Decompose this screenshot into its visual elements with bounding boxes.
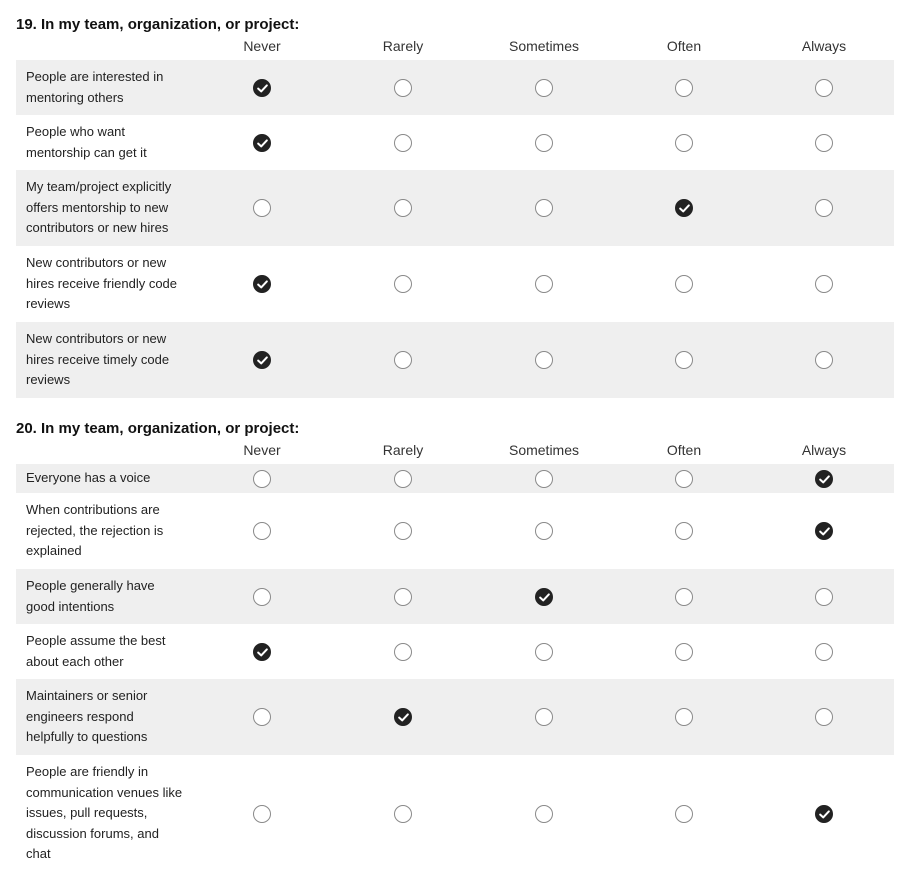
question-row (16, 624, 894, 679)
radio-sometimes[interactable] (535, 805, 553, 823)
row-label-line: New contributors or new (26, 255, 167, 270)
row-label (26, 631, 196, 672)
radio-sometimes[interactable] (535, 351, 553, 369)
radio-never[interactable] (253, 708, 271, 726)
row-label (26, 67, 196, 108)
row-label-line: New contributors or new (26, 331, 167, 346)
radio-never[interactable] (253, 805, 271, 823)
column-header-often: Often (666, 442, 702, 458)
row-label-line: explained (26, 543, 82, 558)
radio-often[interactable] (675, 708, 693, 726)
radio-often[interactable] (675, 134, 693, 152)
radio-always[interactable] (815, 351, 833, 369)
radio-sometimes[interactable] (535, 708, 553, 726)
radio-never[interactable] (253, 522, 271, 540)
row-label-line: communication venues like (26, 784, 183, 800)
radio-always-selected[interactable] (815, 522, 833, 540)
row-label-line: reviews (26, 372, 71, 387)
column-header-sometimes: Sometimes (508, 442, 580, 458)
radio-never-selected[interactable] (253, 275, 271, 293)
radio-often[interactable] (675, 351, 693, 369)
row-label-line: hires receive friendly code (26, 275, 178, 291)
radio-always[interactable] (815, 79, 833, 97)
radio-never[interactable] (253, 199, 271, 217)
row-label-line: discussion forums, and (26, 825, 159, 841)
radio-always[interactable] (815, 275, 833, 293)
radio-never-selected[interactable] (253, 79, 271, 97)
radio-always[interactable] (815, 588, 833, 606)
checkmark-icon (257, 280, 268, 289)
radio-never-selected[interactable] (253, 134, 271, 152)
question-20 (16, 418, 894, 872)
radio-never[interactable] (253, 588, 271, 606)
radio-rarely[interactable] (394, 199, 412, 217)
radio-often[interactable] (675, 522, 693, 540)
radio-rarely[interactable] (394, 805, 412, 823)
radio-sometimes[interactable] (535, 275, 553, 293)
radio-sometimes-selected[interactable] (535, 588, 553, 606)
row-label (26, 253, 196, 315)
row-label-line: chat (26, 846, 51, 861)
radio-often[interactable] (675, 643, 693, 661)
radio-never-selected[interactable] (253, 643, 271, 661)
row-label-line: People assume the best (26, 633, 166, 648)
column-header-rarely: Rarely (382, 442, 424, 458)
row-label-line: helpfully to questions (26, 729, 148, 744)
radio-always[interactable] (815, 708, 833, 726)
checkmark-icon (398, 713, 409, 722)
column-header-row (16, 440, 894, 464)
radio-rarely[interactable] (394, 79, 412, 97)
radio-always-selected[interactable] (815, 470, 833, 488)
row-label-line: When contributions are (26, 502, 160, 517)
radio-always[interactable] (815, 134, 833, 152)
row-label-line: People are interested in (26, 69, 164, 84)
checkmark-icon (819, 527, 830, 536)
row-label-line: People generally have (26, 578, 155, 593)
radio-rarely[interactable] (394, 275, 412, 293)
radio-often[interactable] (675, 275, 693, 293)
question-row (16, 60, 894, 115)
row-label-line: mentoring others (26, 89, 124, 105)
column-header-rarely: Rarely (382, 38, 424, 54)
radio-never-selected[interactable] (253, 351, 271, 369)
radio-rarely[interactable] (394, 522, 412, 540)
row-label (26, 468, 196, 489)
radio-rarely[interactable] (394, 134, 412, 152)
radio-often-selected[interactable] (675, 199, 693, 217)
row-label (26, 500, 196, 562)
checkmark-icon (257, 356, 268, 365)
row-label-line: issues, pull requests, (26, 805, 148, 820)
row-label (26, 329, 196, 391)
question-row (16, 115, 894, 170)
row-label-line: reviews (26, 296, 71, 311)
radio-sometimes[interactable] (535, 470, 553, 488)
row-label-line: about each other (26, 653, 124, 669)
row-label-line: good intentions (26, 598, 115, 614)
row-label-line: People who want (26, 124, 126, 139)
row-label (26, 122, 196, 163)
column-header-often: Often (666, 38, 702, 54)
radio-sometimes[interactable] (535, 134, 553, 152)
checkmark-icon (819, 810, 830, 819)
radio-often[interactable] (675, 805, 693, 823)
row-label-line: engineers respond (26, 708, 134, 724)
column-header-sometimes: Sometimes (508, 38, 580, 54)
radio-often[interactable] (675, 588, 693, 606)
question-row (16, 246, 894, 322)
row-label-line: My team/project explicitly (26, 179, 172, 194)
question-title: 20. In my team, organization, or project: (16, 420, 300, 437)
row-label-line: Everyone has a voice (26, 470, 151, 485)
question-row (16, 322, 894, 398)
radio-often[interactable] (675, 79, 693, 97)
row-label-line: offers mentorship to new (26, 199, 169, 215)
row-label-line: mentorship can get it (26, 144, 147, 160)
row-label-line: People are friendly in (26, 764, 149, 779)
column-header-never: Never (243, 38, 281, 54)
question-row (16, 170, 894, 246)
question-row (16, 569, 894, 624)
radio-always[interactable] (815, 643, 833, 661)
checkmark-icon (679, 204, 690, 213)
radio-never[interactable] (253, 470, 271, 488)
row-label-line: hires receive timely code (26, 351, 170, 367)
checkmark-icon (257, 648, 268, 657)
radio-sometimes[interactable] (535, 522, 553, 540)
question-19 (16, 14, 894, 398)
question-row (16, 679, 894, 755)
row-label (26, 762, 196, 865)
column-header-row (16, 36, 894, 60)
checkmark-icon (257, 84, 268, 93)
radio-rarely[interactable] (394, 470, 412, 488)
column-header-never: Never (243, 442, 281, 458)
radio-rarely[interactable] (394, 643, 412, 661)
radio-sometimes[interactable] (535, 79, 553, 97)
question-row (16, 464, 894, 493)
checkmark-icon (257, 139, 268, 148)
question-title: 19. In my team, organization, or project: (16, 16, 300, 33)
row-label (26, 686, 196, 748)
row-label-line: Maintainers or senior (26, 688, 148, 703)
radio-sometimes[interactable] (535, 199, 553, 217)
radio-rarely[interactable] (394, 351, 412, 369)
checkmark-icon (539, 593, 550, 602)
row-label-line: contributors or new hires (26, 220, 169, 235)
radio-always[interactable] (815, 199, 833, 217)
radio-sometimes[interactable] (535, 643, 553, 661)
question-row (16, 755, 894, 872)
question-row (16, 493, 894, 569)
radio-always-selected[interactable] (815, 805, 833, 823)
radio-rarely[interactable] (394, 588, 412, 606)
row-label-line: rejected, the rejection is (26, 522, 164, 538)
radio-often[interactable] (675, 470, 693, 488)
row-label (26, 576, 196, 617)
radio-rarely-selected[interactable] (394, 708, 412, 726)
column-header-always: Always (801, 442, 847, 458)
checkmark-icon (819, 475, 830, 484)
column-header-always: Always (801, 38, 847, 54)
row-label (26, 177, 196, 239)
